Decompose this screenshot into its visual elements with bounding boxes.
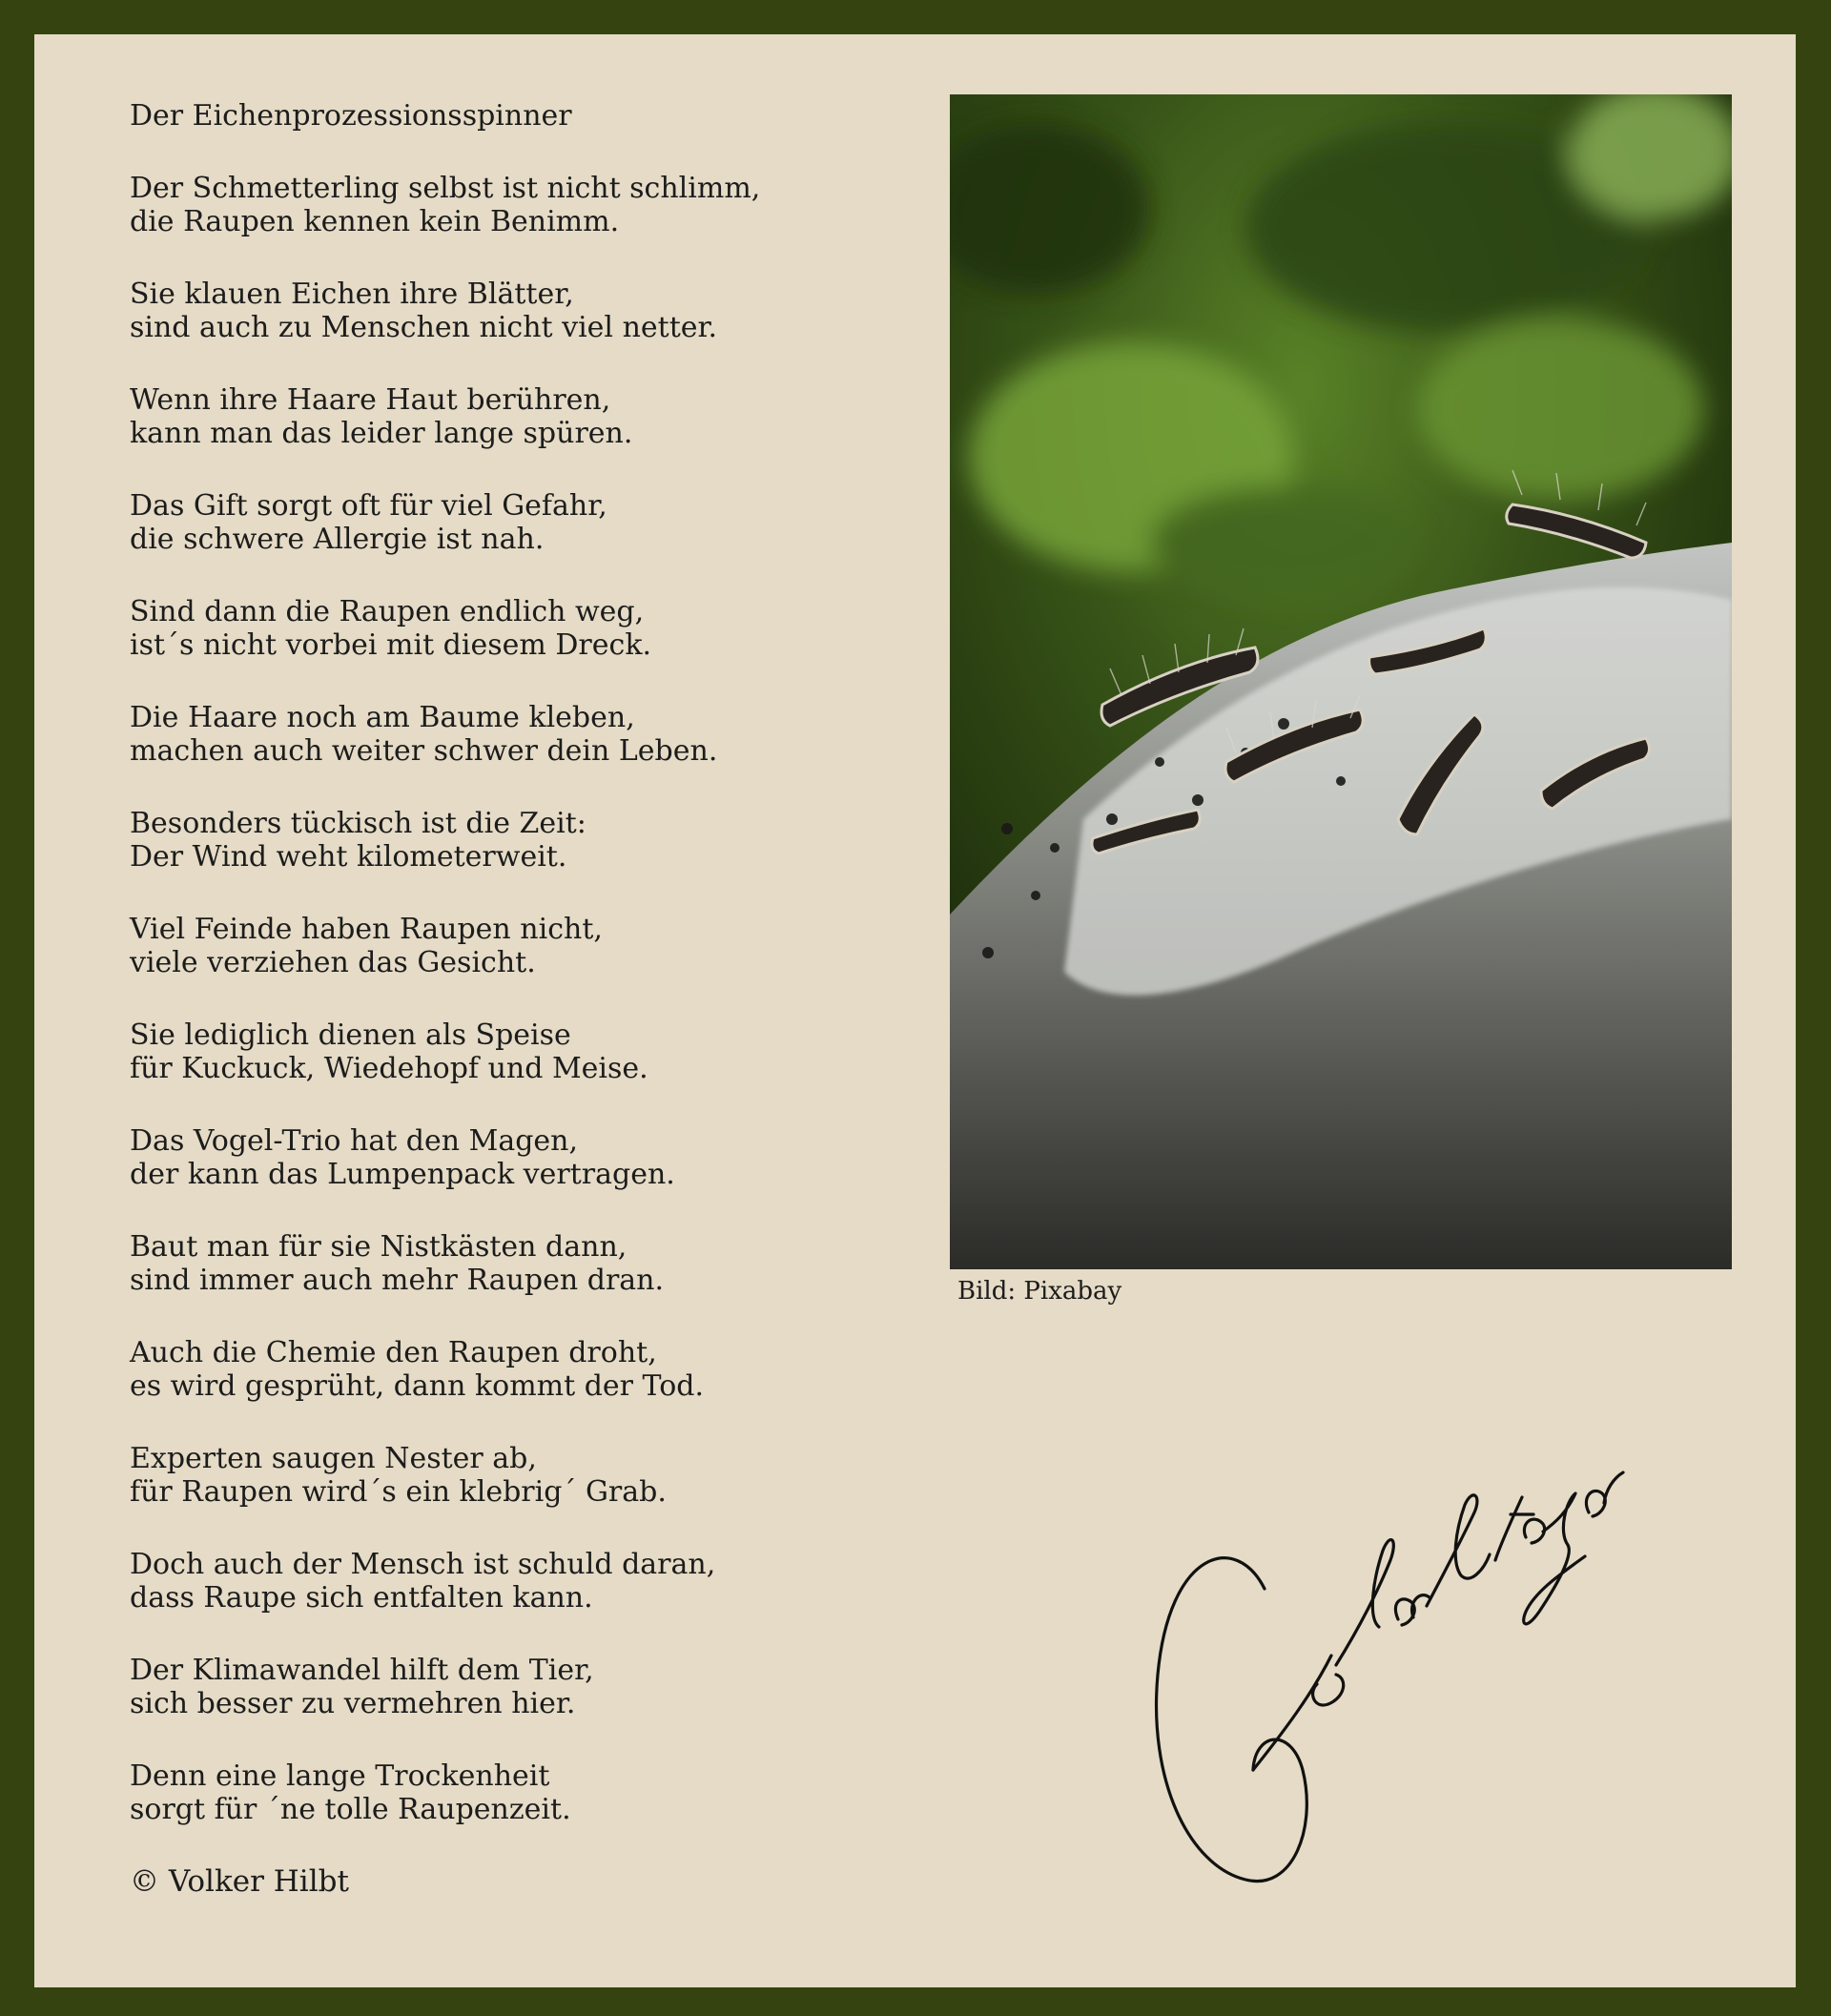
poem-line: viele verziehen das Gesicht. [130, 946, 536, 979]
poem-line: sich besser zu vermehren hier. [130, 1687, 576, 1720]
caterpillar-photo [950, 94, 1732, 1269]
poem-stanza [130, 1336, 893, 1403]
poem-line: Das Vogel-Trio hat den Magen, [130, 1124, 579, 1158]
poem-stanza [130, 1018, 893, 1085]
photo-caption: Bild: Pixabay [957, 1277, 1122, 1306]
poem-line: Der Schmetterling selbst ist nicht schlimm, [130, 172, 761, 205]
poem-stanza [130, 807, 893, 874]
poem-line: dass Raupe sich entfalten kann. [130, 1581, 593, 1615]
poem-line: Besonders tückisch ist die Zeit: [130, 807, 586, 840]
poem-line: für Raupen wird´s ein klebrig´ Grab. [130, 1475, 667, 1509]
poem-line: es wird gesprüht, dann kommt der Tod. [130, 1369, 705, 1403]
poem-line: Der Wind weht kilometerweit. [130, 840, 567, 874]
caterpillar-photo-illustration [950, 94, 1732, 1269]
poem-stanza [130, 701, 893, 768]
poem-title: Der Eichenprozessionsspinner [130, 99, 572, 133]
poem-line: Experten saugen Nester ab, [130, 1442, 537, 1475]
poem-line: die Raupen kennen kein Benimm. [130, 205, 620, 238]
poem-line: Sie lediglich dienen als Speise [130, 1018, 571, 1052]
poem-stanza [130, 383, 893, 450]
poem-stanzas [130, 172, 893, 1826]
poem-line: sorgt für ´ne tolle Raupenzeit. [130, 1793, 571, 1826]
poem-stanza [130, 1548, 893, 1615]
poem-line: Denn eine lange Trockenheit [130, 1759, 550, 1793]
poem-line: Sind dann die Raupen endlich weg, [130, 595, 645, 628]
poem-line: der kann das Lumpenpack vertragen. [130, 1158, 675, 1191]
poem-line: Sie klauen Eichen ihre Blätter, [130, 278, 574, 311]
poem-stanza [130, 1759, 893, 1826]
poem-line: sind immer auch mehr Raupen dran. [130, 1264, 665, 1297]
poem-line: Doch auch der Mensch ist schuld daran, [130, 1548, 716, 1581]
poem-line: ist´s nicht vorbei mit diesem Dreck. [130, 628, 652, 662]
poem-stanza [130, 489, 893, 556]
poem-line: Viel Feinde haben Raupen nicht, [130, 913, 603, 946]
poem-line: machen auch weiter schwer dein Leben. [130, 734, 718, 768]
poem-stanza [130, 595, 893, 662]
poem-stanza [130, 1230, 893, 1297]
poem-stanza [130, 1442, 893, 1509]
poem [130, 99, 893, 1899]
poem-stanza [130, 913, 893, 979]
poem-line: Der Klimawandel hilft dem Tier, [130, 1654, 594, 1687]
poem-line: kann man das leider lange spüren. [130, 417, 633, 450]
poem-line: Auch die Chemie den Raupen droht, [130, 1336, 657, 1369]
poem-stanza [130, 1124, 893, 1191]
signature-logo [1141, 1369, 1636, 1903]
poem-stanza [130, 278, 893, 344]
poem-stanza [130, 1654, 893, 1720]
poem-line: Die Haare noch am Baume kleben, [130, 701, 635, 734]
poem-line: für Kuckuck, Wiedehopf und Meise. [130, 1052, 648, 1085]
poem-line: sind auch zu Menschen nicht viel netter. [130, 311, 718, 344]
poem-line: Baut man für sie Nistkästen dann, [130, 1230, 627, 1264]
poem-line: die schwere Allergie ist nah. [130, 523, 545, 556]
copyright-notice: © Volker Hilbt [130, 1864, 349, 1899]
poem-stanza [130, 172, 893, 238]
signature-script [1141, 1369, 1636, 1903]
poem-line: Wenn ihre Haare Haut berühren, [130, 383, 611, 417]
poem-line: Das Gift sorgt oft für viel Gefahr, [130, 489, 607, 523]
poem-card [34, 34, 1796, 1987]
